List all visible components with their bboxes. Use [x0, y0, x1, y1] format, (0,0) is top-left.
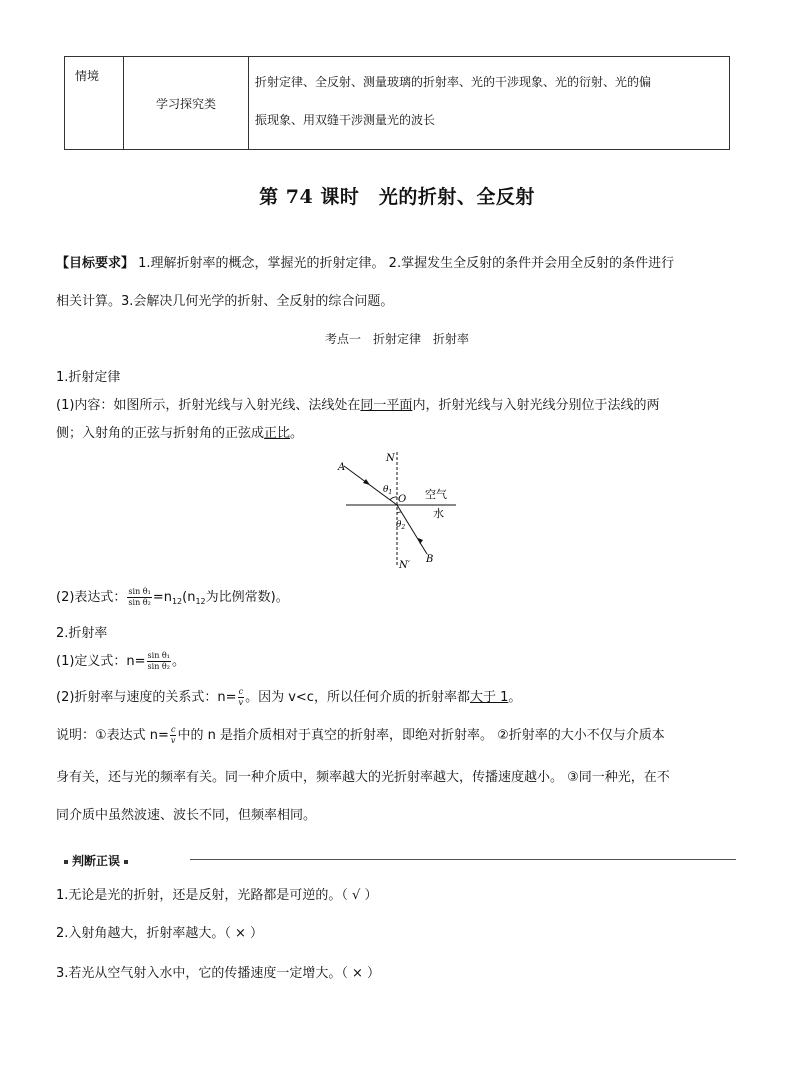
label-A: A	[338, 462, 346, 473]
note-line3: 同介质中虽然波速、波长不同，但频率相同。	[56, 808, 317, 823]
def-frac-num: sin θ₁	[147, 651, 170, 660]
rate-speed	[56, 686, 521, 708]
judge-item-2: 2.入射角越大，折射率越大。（ × ）	[56, 926, 264, 941]
speed-fraction	[238, 687, 245, 708]
judge-divider	[190, 859, 736, 860]
law-l1a: (1)内容：如图所示，折射光线与入射光线、法线处在	[56, 398, 361, 413]
label-N-prime: N′	[399, 560, 411, 571]
rate-heading: 2.折射率	[56, 626, 108, 641]
label-B: B	[426, 554, 434, 565]
note-l1b: 中的 n 是指介质相对于真空的折射率，即绝对折射率。 ②折射率的大小不仅与介质本	[177, 728, 665, 743]
incident-ray	[344, 466, 397, 505]
label-O: O	[398, 494, 407, 505]
goals-text1: 1.理解折射率的概念，掌握光的折射定律。 2.掌握发生全反射的条件并会用全反射的条件进行	[134, 256, 675, 271]
bullet-right-icon	[124, 860, 128, 864]
def-frac-den: sin θ₂	[147, 662, 170, 671]
label-air: 空气	[425, 488, 447, 501]
context-topics-line2: 振现象、用双缝干涉测量光的波长	[255, 113, 436, 127]
judge-header	[60, 852, 132, 869]
law-line1	[56, 394, 659, 413]
law-heading: 1.折射定律	[56, 370, 121, 385]
expr-label: (2)表达式：	[56, 590, 127, 605]
expr-fraction	[127, 587, 151, 608]
law-l1u: 同一平面	[360, 398, 413, 413]
context-label: 情境	[65, 57, 124, 150]
expr-tail: 为比例常数)。	[205, 590, 289, 605]
judge-header-text: 判断正误	[72, 854, 121, 868]
goals-label: 【目标要求】	[56, 256, 135, 271]
note-l1a: 说明：①表达式 n=	[56, 728, 169, 743]
note-frac-den: v	[170, 736, 176, 745]
context-category: 学习探究类	[124, 57, 249, 150]
angle2-arc	[397, 512, 401, 513]
judge-item-3: 3.若光从空气射入水中，它的传播速度一定增大。（ × ）	[56, 966, 381, 981]
angle1-arc	[390, 497, 397, 500]
law-l2u: 正比	[264, 426, 291, 441]
label-water: 水	[433, 507, 444, 520]
note-fraction	[170, 725, 177, 746]
bullet-left-icon	[64, 860, 68, 864]
speed-frac-den: v	[238, 698, 244, 707]
label-theta2: $\theta_2$	[396, 520, 406, 531]
section-heading: 考点一 折射定律 折射率	[324, 332, 469, 346]
judge-header-bar	[60, 852, 736, 866]
expr-eq: =n	[152, 590, 172, 605]
label-theta1: $\theta_1$	[383, 485, 393, 496]
speed-frac-num: c	[238, 687, 244, 696]
rate-definition	[56, 650, 185, 672]
law-expression	[56, 586, 289, 608]
note-line1	[56, 724, 665, 746]
context-topics-line1: 折射定律、全反射、测量玻璃的折射率、光的干涉现象、光的衍射、光的偏	[255, 75, 652, 89]
expr-frac-num: sin θ₁	[128, 587, 151, 596]
label-N: N	[386, 453, 395, 464]
judge-item-1: 1.无论是光的折射，还是反射，光路都是可逆的。（ √ ）	[56, 888, 378, 903]
goals-line1	[56, 252, 674, 271]
note-frac-num: c	[170, 725, 176, 734]
context-table	[64, 56, 730, 150]
speed-underline: 大于 1	[469, 690, 509, 705]
expr-paren: (n	[182, 590, 196, 605]
law-l1b: 内，折射光线与入射光线分别位于法线的两	[412, 398, 660, 413]
law-l2b: 。	[290, 426, 304, 441]
incident-arrow	[363, 479, 370, 485]
def-label: (1)定义式：n=	[56, 654, 146, 669]
def-tail: 。	[171, 654, 185, 669]
speed-text: 。因为 v<c，所以任何介质的折射率都	[245, 690, 470, 705]
expr-sub2: 12	[195, 597, 206, 606]
law-line2	[56, 422, 303, 441]
speed-label: (2)折射率与速度的关系式：n=	[56, 690, 237, 705]
lesson-title: 第 74 课时 光的折射、全反射	[259, 186, 535, 208]
law-l2a: 侧；入射角的正弦与折射角的正弦成	[56, 426, 265, 441]
expr-sub: 12	[171, 597, 183, 606]
expr-frac-den: sin θ₂	[128, 598, 151, 607]
refraction-diagram	[330, 446, 480, 572]
speed-tail: 。	[508, 690, 522, 705]
note-line2: 身有关，还与光的频率有关。同一种介质中，频率越大的光折射率越大，传播速度越小。 ③同一种光，在不	[56, 770, 670, 785]
goals-line2: 相关计算。3.会解决几何光学的折射、全反射的综合问题。	[56, 294, 394, 309]
def-fraction	[147, 651, 171, 672]
context-topics	[249, 57, 730, 150]
